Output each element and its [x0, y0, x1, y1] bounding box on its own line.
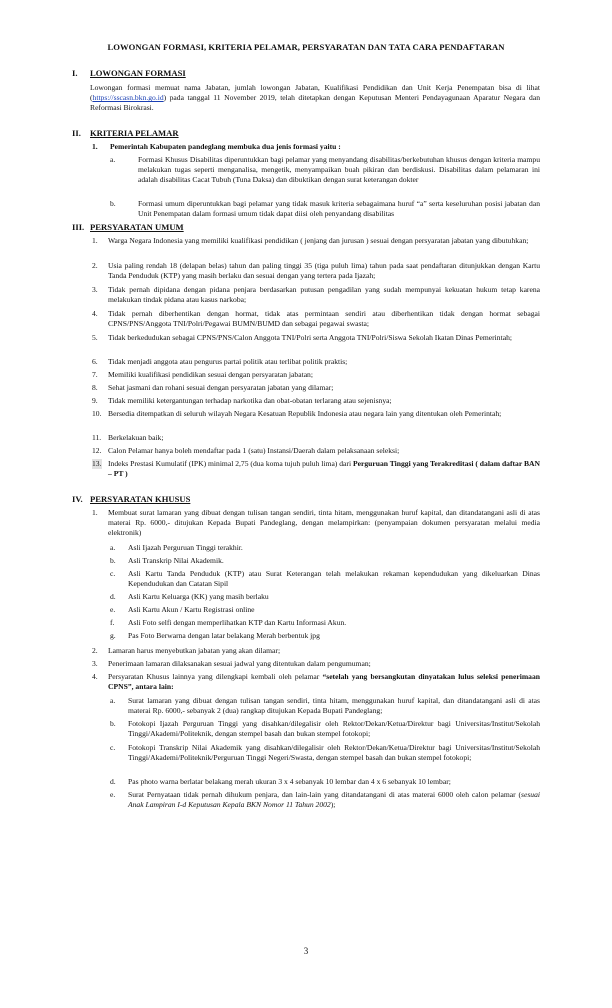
khusus-item-1: 1. Membuat surat lamaran yang dibuat dengan tulisan tangan sendiri, tinta hitam, menggunakan huruf kapital, dan ditandatangani asli di atas materai Rp. 6000,- ditujukan Kepada Bupati Pandeglang, dengan melampirkan: (penyampaian dokumen persyaratan melalui media elektronik)	[92, 508, 540, 538]
section-4-heading	[72, 494, 190, 504]
kriteria-sub-b: b. Formasi umum diperuntukkan bagi pelamar yang tidak masuk kriteria sebagaimana huruf “a” serta keseluruhan posisi jabatan dan Unit Penempatan dalam formasi umum tidak dapat diisi oleh penyandang disabilitas	[110, 199, 540, 219]
section-2-number: II.	[72, 128, 81, 138]
khusus-sub1-d: d. Asli Kartu Keluarga (KK) yang masih berlaku	[110, 592, 269, 601]
khusus-sub1-g: g. Pas Foto Berwarna dengan latar belakang Merah berbentuk jpg	[110, 631, 320, 640]
khusus-item-2: 2. Lamaran harus menyebutkan jabatan yang akan dilamar;	[92, 646, 281, 655]
khusus-sub4-c: c. Fotokopi Transkrip Nilai Akademik yang disahkan/dilegalisir oleh Rektor/Dekan/Ketua/Direktur bagi Universitas/Institut/Sekolah Tinggi/Akademi/Politeknik/Perguruan Tinggi Negeri/Swasta, dengan stempel basah dan bukan stempel fotokopi;	[110, 743, 540, 763]
umum-item-4: 4. Tidak pernah diberhentikan dengan hormat, tidak atas permintaan sendiri atau diberhentikan tidak dengan hormat sebagai CPNS/PNS/Anggota TNI/Polri/Pegawai BUMN/BUMD dan sebagai pegawai swasta;	[92, 309, 540, 329]
umum-item-5: 5. Tidak berkedudukan sebagai CPNS/PNS/Calon Anggota TNI/Polri serta Anggota TNI/Polri/Siswa Sekolah Ikatan Dinas Pemerintah;	[92, 333, 512, 342]
section-2-heading	[72, 128, 179, 138]
khusus-sub1-e: e. Asli Kartu Akun / Kartu Registrasi online	[110, 605, 255, 614]
khusus-sub1-b: b. Asli Transkrip Nilai Akademik.	[110, 556, 224, 565]
document-title: LOWONGAN FORMASI, KRITERIA PELAMAR, PERSYARATAN DAN TATA CARA PENDAFTARAN	[107, 42, 505, 52]
umum-item-1: 1. Warga Negara Indonesia yang memiliki kualifikasi pendidikan ( jenjang dan jurusan ) sesuai dengan persyaratan jabatan yang dibutuhkan;	[92, 236, 529, 245]
umum-item-8: 8. Sehat jasmani dan rohani sesuai dengan persyaratan jabatan yang dilamar;	[92, 383, 334, 392]
section-1-heading	[72, 68, 186, 78]
section-1-title: LOWONGAN FORMASI	[90, 68, 186, 78]
khusus-sub4-d: d. Pas photo warna berlatar belakang merah ukuran 3 x 4 sebanyak 10 lembar dan 4 x 6 sebanyak 10 lembar;	[110, 777, 451, 786]
page-number: 3	[303, 946, 309, 956]
sscasn-link[interactable]: https://sscasn.bkn.go.id	[92, 93, 164, 103]
kriteria-sub-a: a. Formasi Khusus Disabilitas diperuntukkan bagi pelamar yang menyandang disabilitas/berkebutuhan khusus dengan kriteria mampu melakukan tugas seperti menganalisa, mengetik, menyampaikan buah pikiran dan berdiskusi. Disabilitas dalam pelamaran ini adalah disabilitas Cacat Tubuh (Tuna Daksa) dan dibuktikan dengan surat keterangan dokter	[110, 155, 540, 185]
section-3-number: III.	[72, 222, 85, 232]
khusus-sub4-e: e. Surat Pernyataan tidak pernah dihukum penjara, dan lain-lain yang ditandatangani di atas materai 6000 oleh calon pelamar (sesuai Anak Lampiran I-d Keputusan Kepala BKN Nomor 11 Tahun 2002);	[110, 790, 540, 810]
khusus-sub1-c: c. Asli Kartu Tanda Penduduk (KTP) atau Surat Keterangan telah melakukan rekaman kependudukan yang dikeluarkan Dinas Kependudukan dan Catatan Sipil	[110, 569, 540, 589]
section-1-number: I.	[72, 68, 78, 78]
khusus-sub1-a: a. Asli Ijazah Perguruan Tinggi terakhir.	[110, 543, 243, 552]
khusus-sub4-a: a. Surat lamaran yang dibuat dengan tulisan tangan sendiri, tinta hitam, menggunakan huruf kapital, dan ditandatangani asli di atas materai Rp. 6000,- sebanyak 2 (dua) rangkap ditujukan Kepada Bupati Pandeglang;	[110, 696, 540, 716]
khusus-sub1-f: f. Asli Foto selfi dengan memperlihatkan KTP dan Kartu Informasi Akun.	[110, 618, 347, 627]
section-2-title: KRITERIA PELAMAR	[90, 128, 179, 138]
umum-item-3: 3. Tidak pernah dipidana dengan pidana penjara berdasarkan putusan pengadilan yang sudah mempunyai kekuatan hukum tetap karena melakukan tindak pidana atau kasus narkoba;	[92, 285, 540, 305]
umum-item-7: 7. Memiliki kualifikasi pendidikan sesuai dengan persyaratan jabatan;	[92, 370, 313, 379]
khusus-sub4-b: b. Fotokopi Ijazah Perguruan Tinggi yang disahkan/dilegalisir oleh Rektor/Dekan/Ketua/Direktur bagi Universitas/Institut/Sekolah Tinggi/Akademi/Politeknik, dengan stempel basah dan bukan stempel fotokopi;	[110, 719, 540, 739]
section-3-heading	[72, 222, 184, 232]
umum-item-13: 13. Indeks Prestasi Kumulatif (IPK) minimal 2,75 (dua koma tujuh puluh lima) dari Perguruan Tinggi yang Terakreditasi ( dalam daftar BAN – PT )	[92, 459, 541, 479]
section-4-number: IV.	[72, 494, 83, 504]
umum-item-6: 6. Tidak menjadi anggota atau pengurus partai politik atau terlibat politik praktis;	[92, 357, 348, 366]
umum-item-12: 12. Calon Pelamar hanya boleh mendaftar pada 1 (satu) Instansi/Daerah dalam pelaksanaan seleksi;	[92, 446, 400, 455]
kriteria-item-1: 1. Pemerintah Kabupaten pandeglang membuka dua jenis formasi yaitu :	[92, 142, 341, 151]
khusus-item-4: 4. Persyaratan Khusus lainnya yang dilengkapi kembali oleh pelamar “setelah yang bersangkutan dinyatakan lulus seleksi penerimaan CPNS”, antara lain:	[92, 672, 540, 692]
khusus-item-3: 3. Penerimaan lamaran dilaksanakan sesuai jadwal yang ditentukan dalam pengumuman;	[92, 659, 371, 668]
section-3-title: PERSYARATAN UMUM	[90, 222, 184, 232]
section-1-paragraph: Lowongan formasi memuat nama Jabatan, jumlah lowongan Jabatan, Kualifikasi Pendidikan dan Unit Kerja Penempatan bisa di lihat (https://sscasn.bkn.go.id) pada tanggal 11 November 2019, telah ditetapkan dengan Keputusan Menteri Pendayagunaan Aparatur Negara dan Reformasi Birokrasi.	[90, 83, 540, 113]
section-4-title: PERSYARATAN KHUSUS	[90, 494, 191, 504]
umum-item-11: 11. Berkelakuan baik;	[92, 433, 164, 442]
umum-item-2: 2. Usia paling rendah 18 (delapan belas) tahun dan paling tinggi 35 (tiga puluh lima) tahun pada saat pendaftaran ditunjukkan dengan Kartu Tanda Penduduk (KTP) yang masih berlaku dan sesuai dengan yang tertera pada Ijazah;	[92, 261, 540, 281]
umum-item-10: 10. Bersedia ditempatkan di seluruh wilayah Negara Kesatuan Republik Indonesia atau negara lain yang ditentukan oleh Pemerintah;	[92, 409, 502, 418]
umum-item-9: 9. Tidak memiliki ketergantungan terhadap narkotika dan obat-obatan terlarang atau sejenisnya;	[92, 396, 392, 405]
